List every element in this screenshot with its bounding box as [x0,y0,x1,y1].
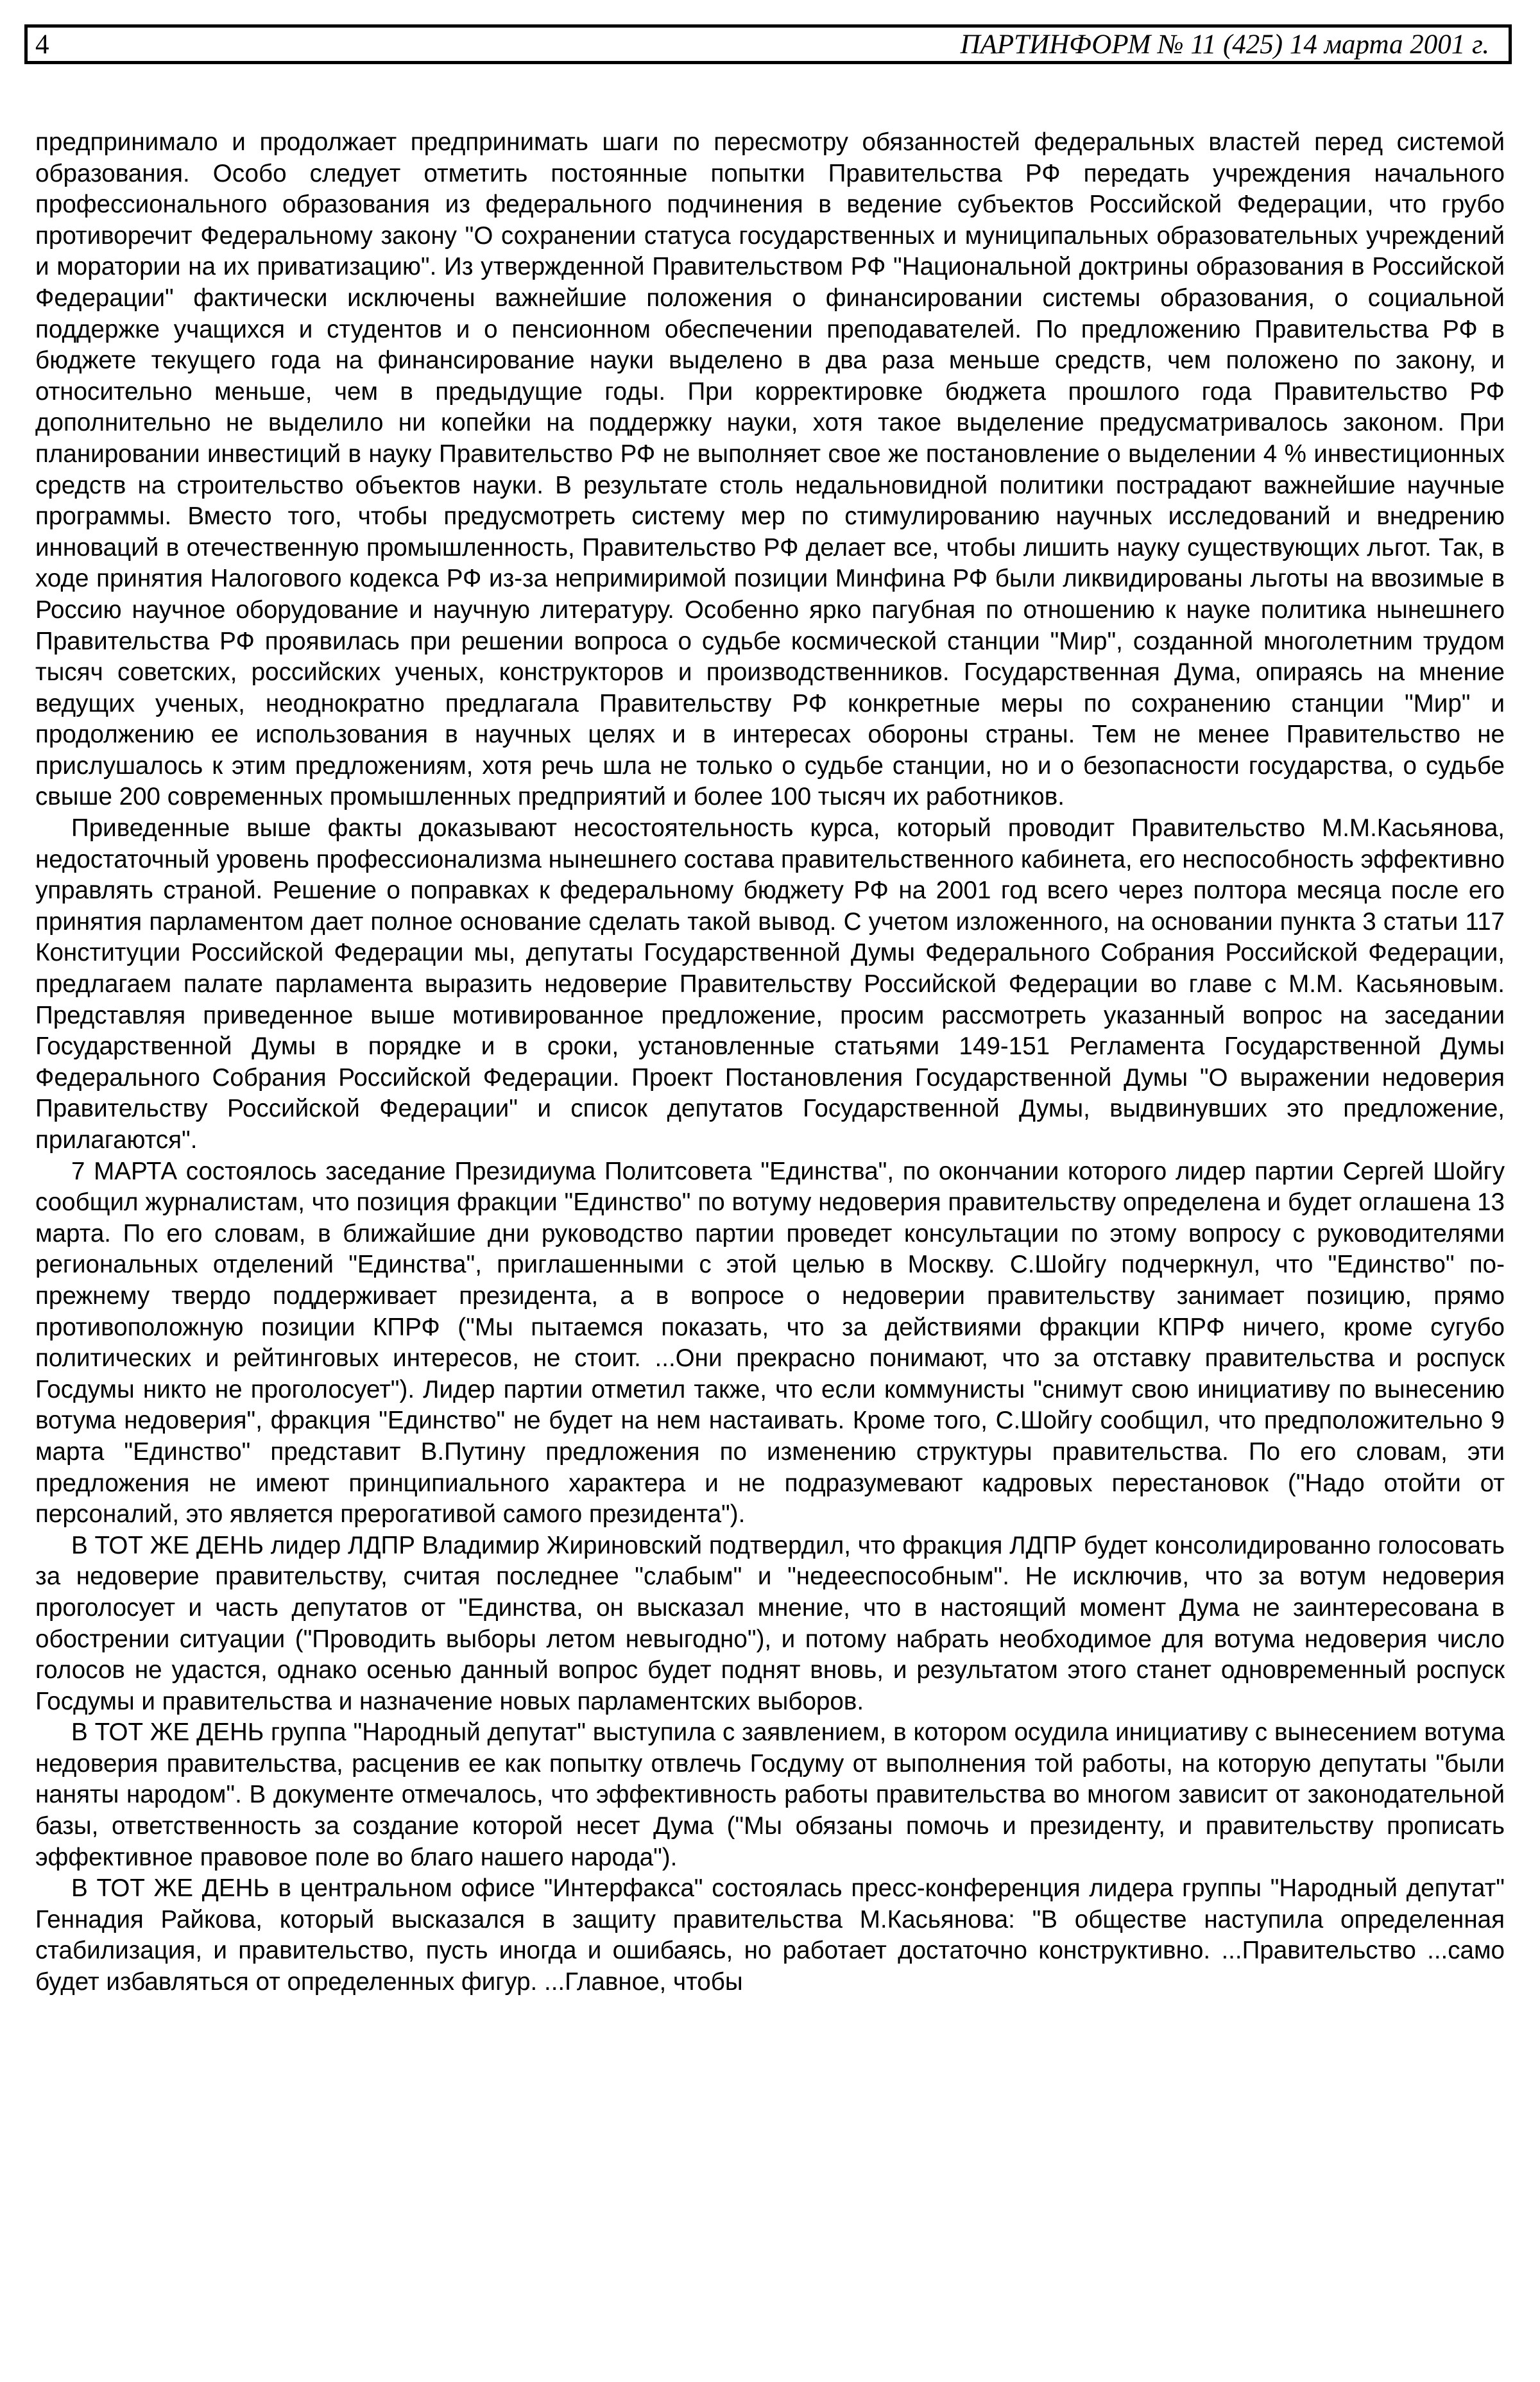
page-header [24,24,1512,64]
article-body [35,127,1505,1998]
masthead: ПАРТИНФОРМ № 11 (425) 14 марта 2001 г. [960,29,1489,60]
article-paragraph: Приведенные выше факты доказывают несостоятельность курса, который проводит Правительство М.М.Касьянова, недостаточный уровень профессионализма нынешнего состава правительственного кабинета, его неспособность эффективно управлять страной. Решение о поправках к федеральному бюджету РФ на 2001 год всего через полтора месяца после его принятия парламентом дает полное основание сделать такой вывод. С учетом изложенного, на основании пункта 3 статьи 117 Конституции Российской Федерации мы, депутаты Государственной Думы Федерального Собрания Российской Федерации, предлагаем палате парламента выразить недоверие Правительству Российской Федерации во главе с М.М. Касьяновым. Представляя приведенное выше мотивированное предложение, просим рассмотреть указанный вопрос на заседании Государственной Думы в порядке и в сроки, установленные статьями 149-151 Регламента Государственной Думы Федерального Собрания Российской Федерации. Проект Постановления Государственной Думы "О выражении недоверия Правительству Российской Федерации" и список депутатов Государственной Думы, выдвинувших это предложение, прилагаются". [35,814,1505,1154]
article-paragraph: 7 МАРТА состоялось заседание Президиума Политсовета "Единства", по окончании которого лидер партии Сергей Шойгу сообщил журналистам, что позиция фракции "Единство" по вотуму недоверия правительству определена и будет оглашена 13 марта. По его словам, в ближайшие дни руководство партии проведет консультации по этому вопросу с руководителями региональных отделений "Единства", приглашенными с этой целью в Москву. С.Шойгу подчеркнул, что "Единство" по-прежнему твердо поддерживает президента, а в вопросе о недоверии правительству занимает позицию, прямо противоположную позиции КПРФ ("Мы пытаемся показать, что за действиями фракции КПРФ ничего, кроме сугубо политических и рейтинговых интересов, не стоит. ...Они прекрасно понимают, что за отставку правительства и роспуск Госдумы никто не проголосует"). Лидер партии отметил также, что если коммунисты "снимут свою инициативу по вынесению вотума недоверия", фракция "Единство" не будет на нем настаивать. Кроме того, С.Шойгу сообщил, что предположительно 9 марта "Единство" представит В.Путину предложения по изменению структуры правительства. По его словам, эти предложения не имеют принципиального характера и не подразумевают кадровых перестановок ("Надо отойти от персоналий, это является прерогативой самого президента"). [35,1157,1505,1529]
page-number: 4 [35,29,49,60]
article-paragraph: предпринимало и продолжает предпринимать шаги по пересмотру обязанностей федеральных властей перед системой образования. Особо следует отметить постоянные попытки Правительства РФ передать учреждения начального профессионального образования из федерального подчинения в ведение субъектов Российской Федерации, что грубо противоречит Федеральному закону "О сохранении статуса государственных и муниципальных образовательных учреждений и моратории на их приватизацию". Из утвержденной Правительством РФ "Национальной доктрины образования в Российской Федерации" фактически исключены важнейшие положения о финансировании системы образования, о социальной поддержке учащихся и студентов и о пенсионном обеспечении преподавателей. По предложению Правительства РФ в бюджете текущего года на финансирование науки выделено в два раза меньше средств, чем положено по закону, и относительно меньше, чем в предыдущие годы. При корректировке бюджета прошлого года Правительство РФ дополнительно не выделило ни копейки на поддержку науки, хотя такое выделение предусматривалось законом. При планировании инвестиций в науку Правительство РФ не выполняет свое же постановление о выделении 4 % инвестиционных средств на строительство объектов науки. В результате столь недальновидной политики пострадают важнейшие научные программы. Вместо того, чтобы предусмотреть систему мер по стимулированию научных исследований и внедрению инноваций в отечественную промышленность, Правительство РФ делает все, чтобы лишить науку существующих льгот. Так, в ходе принятия Налогового кодекса РФ из-за непримиримой позиции Минфина РФ были ликвидированы льготы на ввозимые в Россию научное оборудование и научную литературу. Особенно ярко пагубная по отношению к науке политика нынешнего Правительства РФ проявилась при решении вопроса о судьбе космической станции "Мир", созданной многолетним трудом тысяч советских, российских ученых, конструкторов и производственников. Государственная Дума, опираясь на мнение ведущих ученых, неоднократно предлагала Правительству РФ конкретные меры по сохранению станции "Мир" и продолжению ее использования в научных целях и в интересах обороны страны. Тем не менее Правительство не прислушалось к этим предложениям, хотя речь шла не только о судьбе станции, но и о безопасности государства, о судьбе свыше 200 современных промышленных предприятий и более 100 тысяч их работников. [35,128,1505,811]
article-paragraph: В ТОТ ЖЕ ДЕНЬ в центральном офисе "Интерфакса" состоялась пресс-конференция лидера группы "Народный депутат" Геннадия Райкова, который высказался в защиту правительства М.Касьянова: "В обществе наступила определенная стабилизация, и правительство, пусть иногда и ошибаясь, но работает достаточно конструктивно. ...Правительство ...само будет избавляться от определенных фигур. ...Главное, чтобы [35,1874,1505,1996]
article-paragraph: В ТОТ ЖЕ ДЕНЬ лидер ЛДПР Владимир Жириновский подтвердил, что фракция ЛДПР будет консолидированно голосовать за недоверие правительству, считая последнее "слабым" и "недееспособным". Не исключив, что за вотум недоверия проголосует и часть депутатов от "Единства, он высказал мнение, что в настоящий момент Дума не заинтересована в обострении ситуации ("Проводить выборы летом невыгодно"), и потому набрать необходимое для вотума недоверия число голосов не удастся, однако осенью данный вопрос будет поднят вновь, и результатом этого станет одновременный роспуск Госдумы и правительства и назначение новых парламентских выборов. [35,1531,1505,1715]
article-paragraph: В ТОТ ЖЕ ДЕНЬ группа "Народный депутат" выступила с заявлением, в котором осудила инициативу с вынесением вотума недоверия правительства, расценив ее как попытку отвлечь Госдуму от выполнения той работы, на которую депутаты "были наняты народом". В документе отмечалось, что эффективность работы правительства во многом зависит от законодательной базы, ответственность за создание которой несет Дума ("Мы обязаны помочь и президенту, и правительству прописать эффективное правовое поле во благо нашего народа"). [35,1718,1505,1871]
